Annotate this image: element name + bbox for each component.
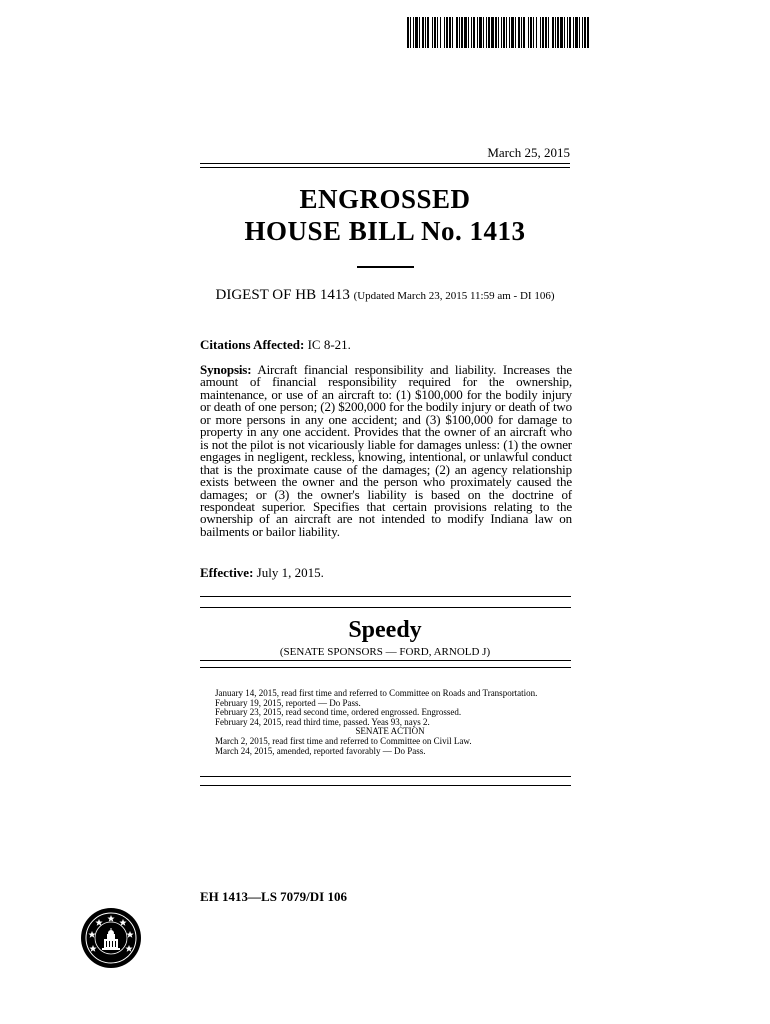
barcode-bar	[440, 17, 441, 48]
barcode-bar	[564, 17, 565, 48]
barcode-bar	[449, 17, 451, 48]
barcode-bar	[542, 17, 544, 48]
barcode-bar	[521, 17, 522, 48]
barcode-bar	[432, 17, 433, 48]
barcode-bar	[498, 17, 499, 48]
barcode-bar	[407, 17, 409, 48]
barcode-bar	[410, 17, 411, 48]
barcode-bar	[415, 17, 418, 48]
actions-rule-2	[200, 785, 571, 786]
document-footer-code: EH 1413—LS 7079/DI 106	[200, 889, 347, 904]
barcode-bar	[427, 17, 429, 48]
barcode-bar	[573, 17, 574, 48]
barcode-bar	[523, 17, 525, 48]
state-seal-icon	[80, 907, 142, 969]
senate-action-2: March 24, 2015, amended, reported favorably — Do Pass.	[215, 745, 426, 756]
barcode-bar	[473, 17, 475, 48]
digest-heading	[200, 287, 570, 304]
digest-title: DIGEST OF HB 1413	[215, 287, 350, 303]
sponsors-rule-2	[200, 667, 571, 668]
barcode-bar	[461, 17, 463, 48]
barcode-bar	[477, 17, 478, 48]
barcode-bar	[545, 17, 547, 48]
barcode-bar	[579, 17, 580, 48]
barcode-bar	[491, 17, 494, 48]
barcode-bar	[452, 17, 453, 48]
barcode-bar	[437, 17, 438, 48]
effective-value: July 1, 2015.	[256, 565, 324, 580]
barcode-bar	[486, 17, 487, 48]
barcode-bar	[584, 17, 586, 48]
date-rule-bottom	[200, 167, 570, 168]
barcode-bar	[456, 17, 458, 48]
barcode-bar	[515, 17, 516, 48]
sponsors-rule-1	[200, 660, 571, 661]
house-action-2: February 19, 2015, reported — Do Pass.	[215, 697, 361, 708]
barcode-bar	[518, 17, 520, 48]
synopsis	[200, 364, 572, 538]
barcode-bar	[419, 17, 420, 48]
senate-sponsors: (SENATE SPONSORS — FORD, ARNOLD J)	[279, 646, 491, 658]
barcode-bar	[509, 17, 510, 48]
barcode-bar	[536, 17, 537, 48]
barcode-bar	[422, 17, 424, 48]
house-action-3: February 23, 2015, read second time, ordered engrossed. Engrossed.	[215, 707, 462, 718]
house-action-1: January 14, 2015, read first time and referred to Committee on Roads and Transportation.	[215, 688, 538, 698]
barcode-bar	[569, 17, 571, 48]
barcode-bar	[511, 17, 514, 48]
barcode-bar	[528, 17, 529, 48]
barcode-bar	[446, 17, 448, 48]
barcode-bar	[506, 17, 507, 48]
barcode-bar	[459, 17, 460, 48]
barcode-bar	[582, 17, 583, 48]
barcode-bar	[533, 17, 534, 48]
barcode-bar	[479, 17, 482, 48]
author-rule-1	[200, 596, 571, 597]
barcode-bar	[501, 17, 502, 48]
barcode-bar	[557, 17, 559, 48]
barcode-bar	[483, 17, 484, 48]
title-short-rule	[357, 266, 414, 268]
barcode-bar	[555, 17, 556, 48]
bill-type-title: ENGROSSED	[299, 184, 471, 214]
barcode-bar	[464, 17, 467, 48]
synopsis-label: Synopsis:	[200, 362, 252, 377]
digest-updated: (Updated March 23, 2015 11:59 am - DI 106)	[353, 290, 555, 302]
barcode-bar	[530, 17, 532, 48]
barcode-bar	[560, 17, 563, 48]
barcode-bar	[567, 17, 568, 48]
legislative-actions	[215, 689, 575, 756]
barcode-graphic	[407, 17, 589, 48]
barcode-bar	[413, 17, 414, 48]
house-action-4: February 24, 2015, read third time, passed. Yeas 93, nays 2.	[215, 716, 430, 727]
author-rule-2	[200, 607, 571, 608]
date-rule-top	[200, 163, 570, 164]
barcode-bar	[503, 17, 505, 48]
barcode-bar	[468, 17, 469, 48]
barcode-bar	[548, 17, 549, 48]
document-date: March 25, 2015	[487, 145, 570, 160]
barcode-bar	[488, 17, 490, 48]
effective-date	[200, 565, 572, 581]
barcode-bar	[471, 17, 472, 48]
barcode-bar	[495, 17, 497, 48]
synopsis-text: Aircraft financial responsibility and liability. Increases the amount of financial responsibility required for the ownership, maintenance, or use of an aircraft to: (1) $100,000 for the bodily injury or death of one person; (2) $200,000 for the bodily injury or death of two or more persons in any one accident; and (3) $100,000 for damage to property in any one accident. Provides that the owner of an aircraft who is not the pilot is not vicariously liable for damages unless: (1) the owner engages in negligent, reckless, knowing, intentional, or unlawful conduct that is the proximate cause of the damages; (2) an agency relationship exists between the owner and the person who proximately caused the damages; or (3) the owner's liability is based on the doctrine of respondeat superior. Specifies that certain provisions relating to the ownership of an aircraft are not intended to modify Indiana law on bailments or bailor liability.	[200, 362, 572, 539]
barcode-bar	[425, 17, 426, 48]
barcode-bar	[434, 17, 436, 48]
barcode-bar	[575, 17, 578, 48]
bill-number-title: HOUSE BILL No. 1413	[244, 216, 526, 246]
barcode-bar	[587, 17, 589, 48]
citations-value: IC 8-21.	[307, 337, 351, 352]
effective-label: Effective:	[200, 565, 254, 580]
barcode-bar	[444, 17, 445, 48]
barcode-bar	[552, 17, 554, 48]
bill-author: Speedy	[348, 617, 422, 643]
citations-label: Citations Affected:	[200, 337, 305, 352]
barcode-bar	[540, 17, 541, 48]
senate-action-1: March 2, 2015, read first time and referred to Committee on Civil Law.	[215, 735, 472, 746]
senate-action-heading: SENATE ACTION	[355, 726, 425, 737]
actions-rule-1	[200, 776, 571, 777]
citations-affected	[200, 337, 572, 353]
